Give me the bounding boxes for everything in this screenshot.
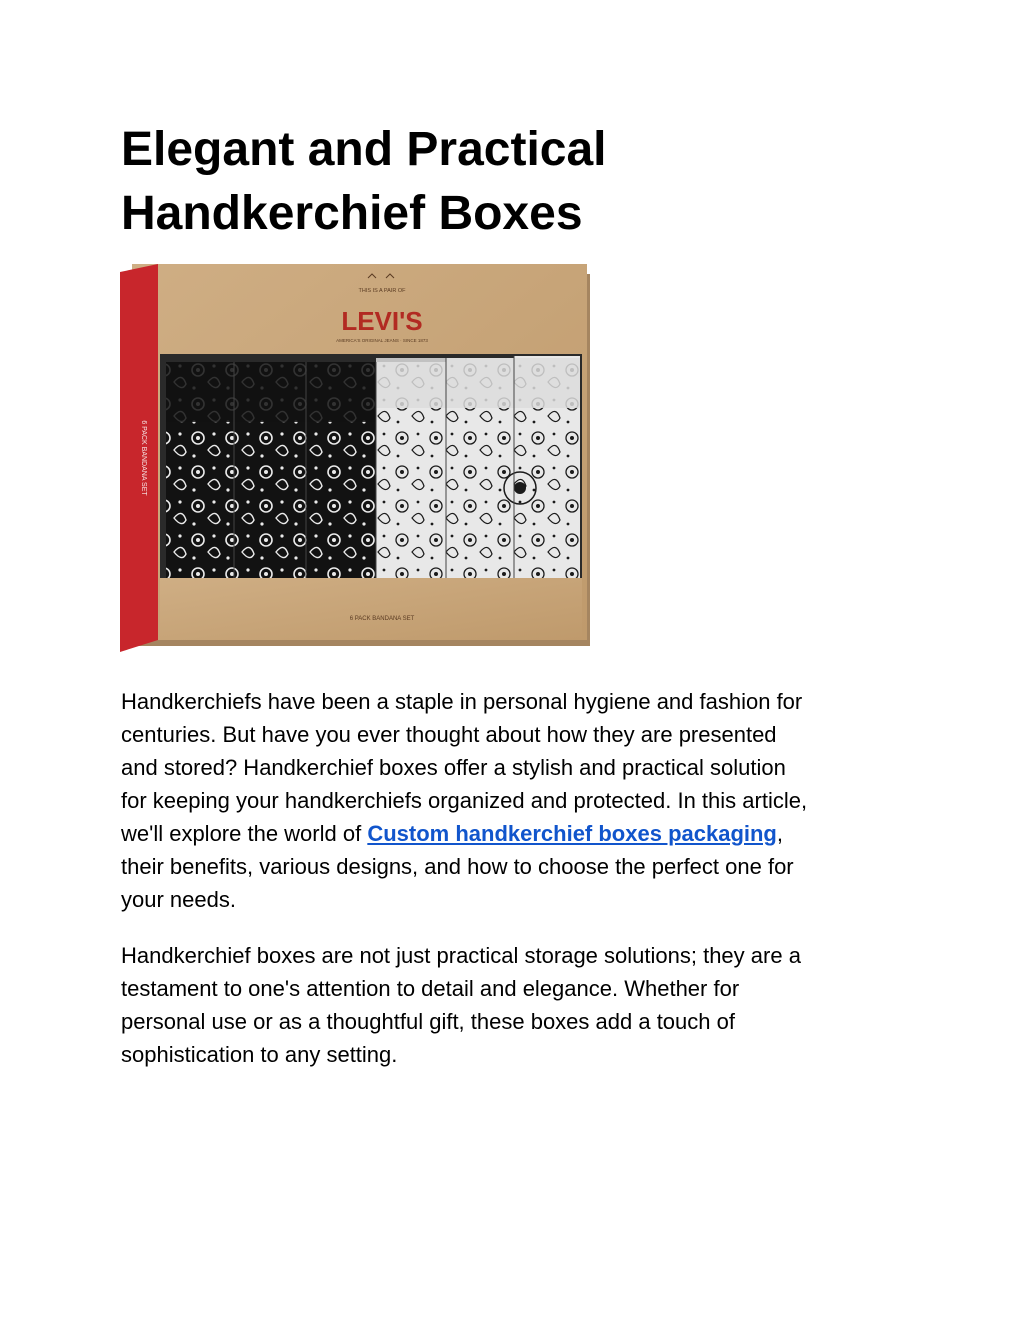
title-line: Handkerchief Boxes [121, 187, 583, 240]
svg-text:6 PACK BANDANA SET: 6 PACK BANDANA SET [140, 420, 147, 496]
text-segment: we'll explore the world of [121, 821, 368, 846]
intro-paragraph [121, 685, 911, 916]
text-line: their benefits, various designs, and how to choose the perfect one for [121, 854, 794, 879]
text-line: Handkerchief boxes are not just practical storage solutions; they are a [121, 943, 801, 968]
svg-text:AMERICA'S ORIGINAL JEANS · SIN: AMERICA'S ORIGINAL JEANS · SINCE 1873 [336, 338, 428, 343]
text-line: your needs. [121, 887, 236, 912]
text-segment: , [776, 821, 783, 846]
custom-boxes-link[interactable]: Custom handkerchief boxes packaging [367, 821, 777, 846]
text-line: and stored? Handkerchief boxes offer a stylish and practical solution [121, 755, 786, 780]
text-line: testament to one's attention to detail and elegance. Whether for [121, 976, 740, 1001]
product-image [120, 258, 595, 654]
light-bandanas [376, 356, 580, 584]
text-line: sophistication to any setting. [121, 1042, 398, 1067]
text-line: centuries. But have you ever thought about how they are presented [121, 722, 777, 747]
svg-text:THIS IS A PAIR OF: THIS IS A PAIR OF [358, 288, 406, 294]
text-line-with-link [121, 817, 911, 850]
svg-text:6 PACK BANDANA SET: 6 PACK BANDANA SET [349, 616, 415, 622]
title-line: Elegant and Practical [121, 123, 607, 176]
text-line: personal use or as a thoughtful gift, these boxes add a touch of [121, 1009, 735, 1034]
text-line: for keeping your handkerchiefs organized and protected. In this article, [121, 788, 808, 813]
article-title [121, 118, 881, 246]
second-paragraph [121, 939, 911, 1071]
dark-bandanas [166, 362, 376, 584]
text-line: Handkerchiefs have been a staple in personal hygiene and fashion for [121, 689, 803, 714]
red-side-band [120, 264, 158, 652]
handkerchief-box-photo [120, 258, 595, 654]
levis-logo: LEVI'S [341, 306, 423, 336]
